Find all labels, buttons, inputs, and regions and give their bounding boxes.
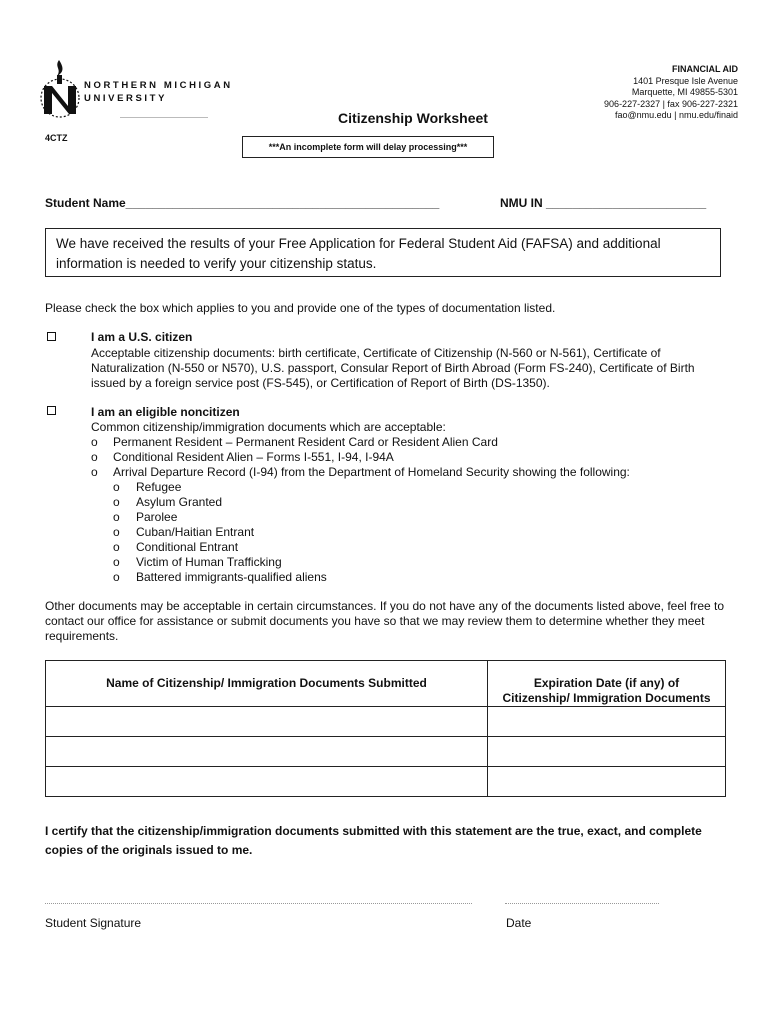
- bullet-marker: o: [91, 435, 98, 449]
- sub-list-item: Battered immigrants-qualified aliens: [136, 570, 327, 584]
- signature-line[interactable]: [45, 903, 472, 904]
- sub-list-item: Cuban/Haitian Entrant: [136, 525, 255, 539]
- certification-statement: I certify that the citizenship/immigration documents submitted with this statement are the true, exact, and complete copies of the originals issued to me.: [45, 824, 702, 857]
- document-name-cell[interactable]: [46, 767, 488, 797]
- incomplete-warning: ***An incomplete form will delay processing***: [242, 136, 494, 158]
- table-row: [46, 707, 726, 737]
- office-address2: Marquette, MI 49855-5301: [631, 87, 738, 97]
- torch-seal-icon: [38, 58, 84, 118]
- bullet-marker: o: [113, 480, 120, 494]
- student-name-field[interactable]: Student Name_______________________________________________: [45, 196, 440, 210]
- office-phone: 906-227-2327 | fax 906-227-2321: [604, 98, 738, 109]
- sub-list-item: Victim of Human Trafficking: [136, 555, 282, 569]
- list-item: Conditional Resident Alien – Forms I-551, I-94, I-94A: [113, 450, 394, 464]
- document-name-cell[interactable]: [46, 707, 488, 737]
- bullet-marker: o: [113, 540, 120, 554]
- bullet-marker: o: [91, 465, 98, 479]
- date-label: Date: [506, 916, 532, 930]
- col-expiration-line1: Expiration Date (if any) of: [533, 676, 680, 690]
- expiration-date-cell[interactable]: [488, 707, 726, 737]
- sub-list-item: Parolee: [136, 510, 178, 524]
- sub-list-item: Conditional Entrant: [136, 540, 239, 554]
- table-row: [46, 767, 726, 797]
- eligible-noncitizen-checkbox[interactable]: [47, 406, 56, 415]
- table-row: [46, 737, 726, 767]
- us-citizen-description: Acceptable citizenship documents: birth certificate, Certificate of Citizenship (N-560 or N-561), Certificate of Naturalization (N-550 or N570), U.S. passport, Consular Report of Birth Abroad (Form FS-240), Certificate of Birth issued by a foreign service post (FS-545), or Certification of Report of Birth (DS-1350).: [91, 346, 695, 390]
- table-header-row: [46, 661, 726, 707]
- documents-table: [45, 660, 726, 797]
- other-documents-note: Other documents may be acceptable in certain circumstances. If you do not have any of the documents listed above, feel free to contact our office for assistance or submit documents you have so that we may review them to determine whether they meet requirements.: [45, 599, 725, 643]
- office-web: fao@nmu.edu | nmu.edu/finaid: [614, 110, 738, 120]
- noncitizen-intro: Common citizenship/immigration documents which are acceptable:: [91, 420, 446, 434]
- expiration-date-cell[interactable]: [488, 737, 726, 767]
- sub-list-item: Asylum Granted: [136, 495, 223, 509]
- us-citizen-title: I am a U.S. citizen: [91, 330, 193, 344]
- bullet-marker: o: [91, 450, 98, 464]
- col-document-name: Name of Citizenship/ Immigration Documents Submitted: [46, 661, 488, 707]
- bullet-marker: o: [113, 510, 120, 524]
- expiration-date-cell[interactable]: [488, 767, 726, 797]
- list-item: Arrival Departure Record (I-94) from the Department of Homeland Security showing the following:: [113, 465, 630, 479]
- date-line[interactable]: [505, 903, 659, 904]
- list-item: Permanent Resident – Permanent Resident Card or Resident Alien Card: [113, 435, 498, 449]
- document-name-cell[interactable]: [46, 737, 488, 767]
- nmu-logo: [38, 58, 238, 118]
- us-citizen-checkbox[interactable]: [47, 332, 56, 341]
- university-name-line2: UNIVERSITY: [84, 93, 168, 104]
- eligible-noncitizen-title: I am an eligible noncitizen: [91, 405, 240, 419]
- signature-label: Student Signature: [45, 916, 142, 930]
- office-address1: 1401 Presque Isle Avenue: [633, 75, 738, 86]
- form-code: 4CTZ: [45, 133, 68, 143]
- fafsa-info-box: We have received the results of your Free Application for Federal Student Aid (FAFSA) and additional information is needed to verify your citizenship status.: [45, 228, 721, 277]
- bullet-marker: o: [113, 525, 120, 539]
- sub-list-item: Refugee: [136, 480, 182, 494]
- form-title: Citizenship Worksheet: [338, 110, 488, 126]
- office-title: FINANCIAL AID: [672, 64, 738, 74]
- col-expiration-line2: Citizenship/ Immigration Documents: [502, 691, 711, 705]
- bullet-marker: o: [113, 555, 120, 569]
- university-name-line1: NORTHERN MICHIGAN: [84, 80, 233, 91]
- nmu-in-field[interactable]: NMU IN ________________________: [500, 196, 707, 210]
- bullet-marker: o: [113, 495, 120, 509]
- instructions: Please check the box which applies to you and provide one of the types of documentation listed.: [45, 301, 556, 315]
- col-expiration-date: [488, 661, 726, 707]
- bullet-marker: o: [113, 570, 120, 584]
